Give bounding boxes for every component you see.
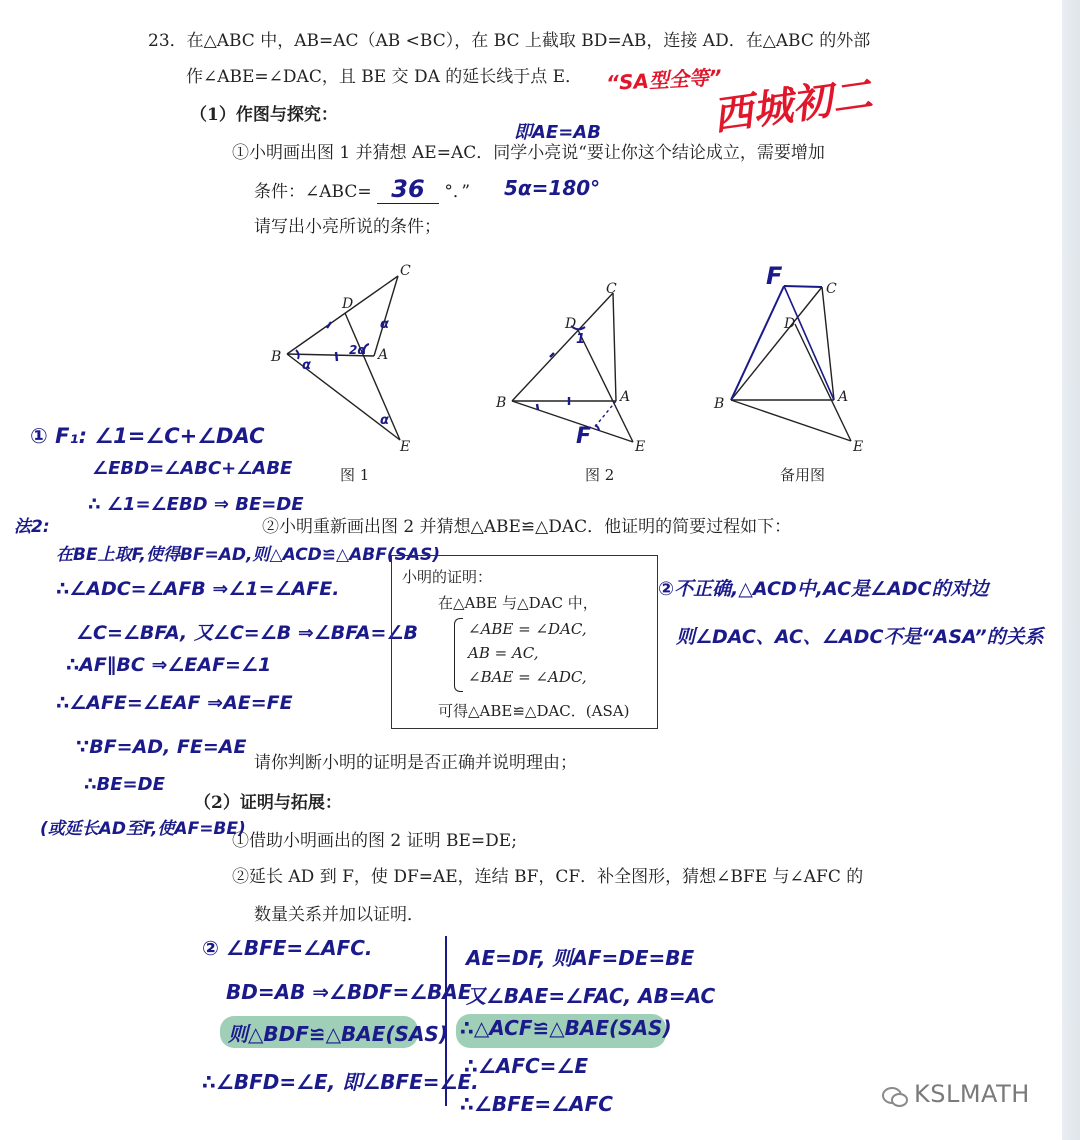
question-1-line-1: ①小明画出图 1 并猜想 AE=AC．同学小亮说“要让你这个结论成立，需要增加 [232,143,825,163]
hw-right-note-2: 则∠DAC、AC、∠ADC不是“ASA”的关系 [676,626,1044,648]
fig3-label-b: B [714,396,725,412]
fig3-label-a: A [838,389,849,405]
proof-intro: 在△ABE 与△DAC 中， [438,594,598,612]
handwritten-note-ae-ab: 即AE=AB [514,122,601,143]
proof-title: 小明的证明： [402,568,493,586]
handwritten-5alpha: 5α=180° [504,176,601,200]
proof-conclusion: 可得△ABE≌△DAC．(ASA) [438,702,630,720]
wechat-icon [882,1085,908,1105]
hw-right-note-1: ②不正确,△ACD中,AC是∠ADC的对边 [658,578,989,600]
handwritten-answer-36: 36 [391,175,425,203]
hw-method-2: 法2: [14,517,50,537]
hw-left-11: ∴BE=DE [84,774,165,795]
hw-bottom-left-2: BD=AB ⇒∠BDF=∠BAE [226,980,472,1004]
fig1-label-a: A [378,347,389,363]
fig3-label-e: E [853,439,864,455]
problem-line-2: 作∠ABE=∠DAC，且 BE 交 DA 的延长线于点 E． [186,67,583,87]
figure-backup [731,286,851,441]
hw-left-1: ① F₁: ∠1=∠C+∠DAC [30,424,265,448]
fig1-label-b: B [271,349,282,365]
fig1-mark-alpha-c: α [380,317,389,332]
fig1-mark-alpha-b: α [302,358,311,373]
fig2-label-a: A [620,389,631,405]
fig2-label-c: C [606,281,617,297]
hw-left-8: ∴AF∥BC ⇒∠EAF=∠1 [66,654,272,676]
hw-bottom-right-5: ∴∠BFE=∠AFC [460,1092,613,1116]
fig3-label-c: C [826,281,837,297]
watermark [882,1080,1030,1108]
fig3-label-d: D [784,316,796,332]
fig2-label-e: E [635,439,646,455]
hw-left-10: ∵BF=AD, FE=AE [76,736,247,758]
hw-left-5: 在BE上取F,使得BF=AD,则△ACD≌△ABF(SAS) [56,545,441,565]
hw-left-7: ∠C=∠BFA, 又∠C=∠B ⇒∠BFA=∠B [76,622,418,644]
part2-question-2-line-2: 数量关系并加以证明． [254,905,424,925]
fig1-label-c: C [400,263,411,279]
question-2-line-1: ②小明重新画出图 2 并猜想△ABE≌△DAC．他证明的简要过程如下： [262,517,792,537]
fig1-mark-alpha-e: α [380,413,389,428]
hw-left-9: ∴∠AFE=∠EAF ⇒AE=FE [56,692,293,714]
proof-condition-2: AB = AC, [468,644,539,662]
proof-brace [454,618,463,692]
handwritten-sas-tag: “SA型全等” [605,64,723,96]
fig2-mark-1: 1 [576,332,586,347]
hw-bottom-right-2: 又∠BAE=∠FAC, AB=AC [466,984,716,1008]
fig2-caption: 图 2 [585,466,615,484]
fig1-caption: 图 1 [340,466,370,484]
fig2-label-b: B [496,395,507,411]
hw-left-12: (或延长AD至F,使AF=BE) [40,819,246,839]
fig2-label-d: D [565,316,577,332]
question-2-line-2: 请你判断小明的证明是否正确并说明理由； [254,753,577,773]
proof-box [391,555,658,729]
fig2-label-f: F [576,424,592,449]
hw-bottom-right-3: ∴△ACF≌△BAE(SAS) [460,1016,672,1040]
part2-question-1: ①借助小明画出的图 2 证明 BE=DE; [232,831,517,851]
proof-condition-1: ∠ABE = ∠DAC, [468,620,587,638]
fig3-caption: 备用图 [780,466,826,484]
part2-question-2-line-1: ②延长 AD 到 F，使 DF=AE，连结 BF，CF．补全图形，猜想∠BFE 与∠AFC 的 [232,867,864,887]
watermark-text: KSLMATH [914,1080,1030,1108]
part2-title: （2）证明与拓展： [194,793,342,813]
hw-left-3: ∴ ∠1=∠EBD ⇒ BE=DE [88,494,304,515]
hw-bottom-right-1: AE=DF, 则AF=DE=BE [466,946,695,970]
question-1-line-3: 请写出小亮所说的条件； [254,217,441,237]
fig3-label-f: F [766,262,783,290]
fig1-label-d: D [342,296,354,312]
hw-left-2: ∠EBD=∠ABC+∠ABE [92,458,293,479]
hw-bottom-left-3: 则△BDF≌△BAE(SAS) [228,1022,448,1046]
hw-bottom-left-1: ② ∠BFE=∠AFC. [202,936,373,960]
proof-condition-3: ∠BAE = ∠ADC, [468,668,587,686]
fig1-mark-2a: 2α [349,343,366,357]
hw-left-6: ∴∠ADC=∠AFB ⇒∠1=∠AFE. [56,578,340,600]
hw-bottom-left-4: ∴∠BFD=∠E, 即∠BFE=∠E. [202,1070,479,1094]
hw-bottom-right-4: ∴∠AFC=∠E [464,1054,589,1078]
question-1-line-2: 条件：∠ABC= 36 °．” [254,175,471,203]
handwritten-school-label: 西城初二 [710,72,875,140]
part1-title: （1）作图与探究： [190,105,338,125]
problem-line-1: 23．在△ABC 中，AB=AC（AB <BC），在 BC 上截取 BD=AB，连接 AD．在△ABC 的外部 [148,31,871,51]
fig1-label-e: E [400,439,411,455]
